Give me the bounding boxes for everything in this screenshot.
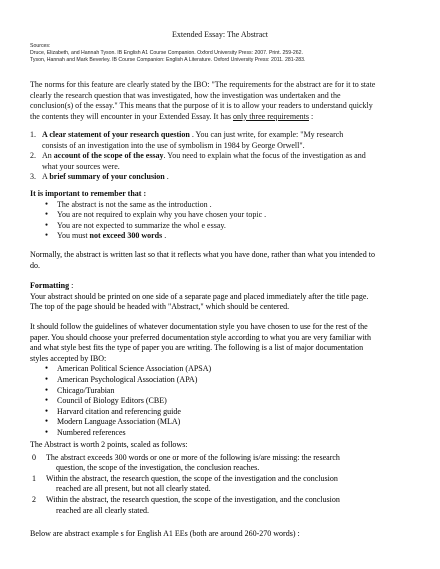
important-section bbox=[30, 189, 418, 242]
formatting-heading-end: : bbox=[69, 281, 74, 290]
requirement-continuation: consists of an investigation into the use of symbolism in 1984 by George Orwell". bbox=[42, 140, 305, 150]
source-citation: Druce, Elizabeth, and Hannah Tyson. IB English A1 Course Companion. Oxford University Press: 2007. Print. 259-262. bbox=[30, 50, 303, 57]
list-item: ● Harvard citation and referencing guide bbox=[30, 407, 418, 418]
list-item-end: . bbox=[162, 231, 167, 241]
list-item bbox=[30, 231, 418, 242]
intro-text: the contents they will encounter in your Extended Essay. It has bbox=[30, 111, 233, 121]
scoring-item bbox=[30, 474, 418, 485]
list-item: ● You are not expected to summarize the whol e essay. bbox=[30, 221, 418, 232]
requirement-pre: A bbox=[42, 172, 50, 182]
score-text: Within the abstract, the research question, the scope of the investigation and the conclusion bbox=[46, 473, 338, 483]
list-item: ● Chicago/Turabian bbox=[30, 386, 418, 397]
list-item: ● American Political Science Association (APSA) bbox=[30, 364, 418, 375]
requirements-list bbox=[30, 130, 418, 183]
requirement-item bbox=[30, 130, 418, 141]
paragraph-line: Below are abstract example s for English A1 EEs (both are around 260-270 words) : bbox=[30, 529, 300, 538]
score-value: 0 bbox=[32, 452, 36, 462]
requirement-bold: account of the scope of the essay bbox=[53, 151, 164, 161]
paragraph-line: styles accepted by IBO: bbox=[30, 353, 107, 363]
formatting-heading-line bbox=[30, 281, 418, 292]
requirement-pre: An bbox=[42, 151, 54, 161]
score-value: 2 bbox=[32, 494, 36, 504]
scoring-intro: The Abstract is worth 2 points, scaled as follows: bbox=[30, 440, 188, 449]
requirement-number: 1. bbox=[30, 130, 36, 139]
requirement-number: 2. bbox=[30, 151, 36, 161]
paragraph-line: and what style best fits the type of paper you are writing. The following is a list of major documentation bbox=[30, 343, 364, 353]
requirement-item bbox=[30, 151, 418, 162]
paragraph-line: paper. You should choose your preferred documentation style according to what you are very familiar with bbox=[30, 332, 372, 342]
score-text: Within the abstract, the research question, the scope of the investigation, and the conclusion bbox=[46, 494, 340, 504]
formatting-section bbox=[30, 281, 418, 313]
important-list bbox=[30, 200, 418, 242]
list-item: ● The abstract is not the same as the introduction . bbox=[30, 200, 418, 211]
important-heading: It is important to remember that : bbox=[30, 189, 147, 198]
requirement-bold: A clear statement of your research question bbox=[42, 130, 190, 139]
scoring-section bbox=[30, 440, 418, 516]
list-item: ● Council of Biology Editors (CBE) bbox=[30, 396, 418, 407]
paragraph-line: do. bbox=[30, 260, 40, 270]
documentation-styles-list bbox=[30, 364, 418, 438]
requirement-number: 3. bbox=[30, 172, 36, 182]
score-text-continuation: reached are all clearly stated. bbox=[56, 505, 150, 515]
score-value: 1 bbox=[32, 473, 36, 483]
intro-line-last bbox=[30, 112, 418, 123]
list-item: ● Modern Language Association (MLA) bbox=[30, 417, 418, 428]
underlined-phrase: only three requirements bbox=[232, 111, 309, 121]
sources-label: Sources: bbox=[30, 43, 51, 49]
intro-end: : bbox=[308, 111, 314, 121]
score-text: The abstract exceeds 300 words or one or more of the following is/are missing: the research bbox=[46, 452, 340, 462]
list-item-text: You must bbox=[57, 231, 90, 241]
paragraph-line: Normally, the abstract is written last so that it reflects what you have done, rather than what you intended to bbox=[30, 250, 375, 259]
paragraph-line: It should follow the guidelines of whatever documentation style you have chosen to use for the rest of the bbox=[30, 322, 368, 331]
paragraph-line: The top of the page should be headed with "Abstract," which should be centered. bbox=[30, 302, 290, 312]
requirement-text: . bbox=[164, 172, 169, 182]
requirement-bold: brief summary of your conclusion bbox=[49, 172, 165, 182]
score-text-continuation: reached are all present, but not all clearly stated. bbox=[56, 484, 211, 494]
intro-line: conclusion(s) of the essay." This means that the purpose of it is to allow your readers to understand quickly bbox=[30, 101, 373, 111]
requirement-text: . You can just write, for example: "My research bbox=[189, 130, 344, 139]
requirement-text: . You need to explain what the focus of the investigation as and bbox=[163, 151, 366, 161]
guidelines-section bbox=[30, 322, 418, 439]
requirement-continuation: what your sources were. bbox=[42, 161, 120, 171]
sources-block bbox=[30, 43, 420, 65]
intro-line: The norms for this feature are clearly stated by the IBO: "The requirements for the abstract are for it to state bbox=[30, 80, 376, 89]
score-text-continuation: question, the scope of the investigation, the conclusion reaches. bbox=[56, 463, 260, 473]
paragraph-line: Your abstract should be printed on one side of a separate page and placed immediately after the title page. bbox=[30, 291, 369, 301]
intro-paragraph bbox=[30, 80, 418, 122]
document-title: Extended Essay: The Abstract bbox=[171, 30, 269, 39]
normally-paragraph bbox=[30, 250, 418, 271]
list-item: ● American Psychological Association (APA) bbox=[30, 375, 418, 386]
formatting-heading: Formatting bbox=[30, 281, 70, 290]
scoring-item bbox=[30, 495, 418, 506]
word-limit: not exceed 300 words bbox=[89, 231, 163, 241]
intro-line: clearly the research question that was investigated, how the investigation was undertaken and the bbox=[30, 90, 341, 100]
scoring-item bbox=[30, 453, 418, 464]
source-citation: Tyson, Hannah and Mark Beverley. IB Course Companion: English A Literature. Oxford University Press: 2011. 281-283. bbox=[30, 57, 306, 64]
requirement-item bbox=[30, 172, 418, 183]
list-item: ● Numbered references bbox=[30, 428, 418, 439]
list-item: ● You are not required to explain why you have chosen your topic . bbox=[30, 210, 418, 221]
examples-intro bbox=[30, 529, 418, 540]
